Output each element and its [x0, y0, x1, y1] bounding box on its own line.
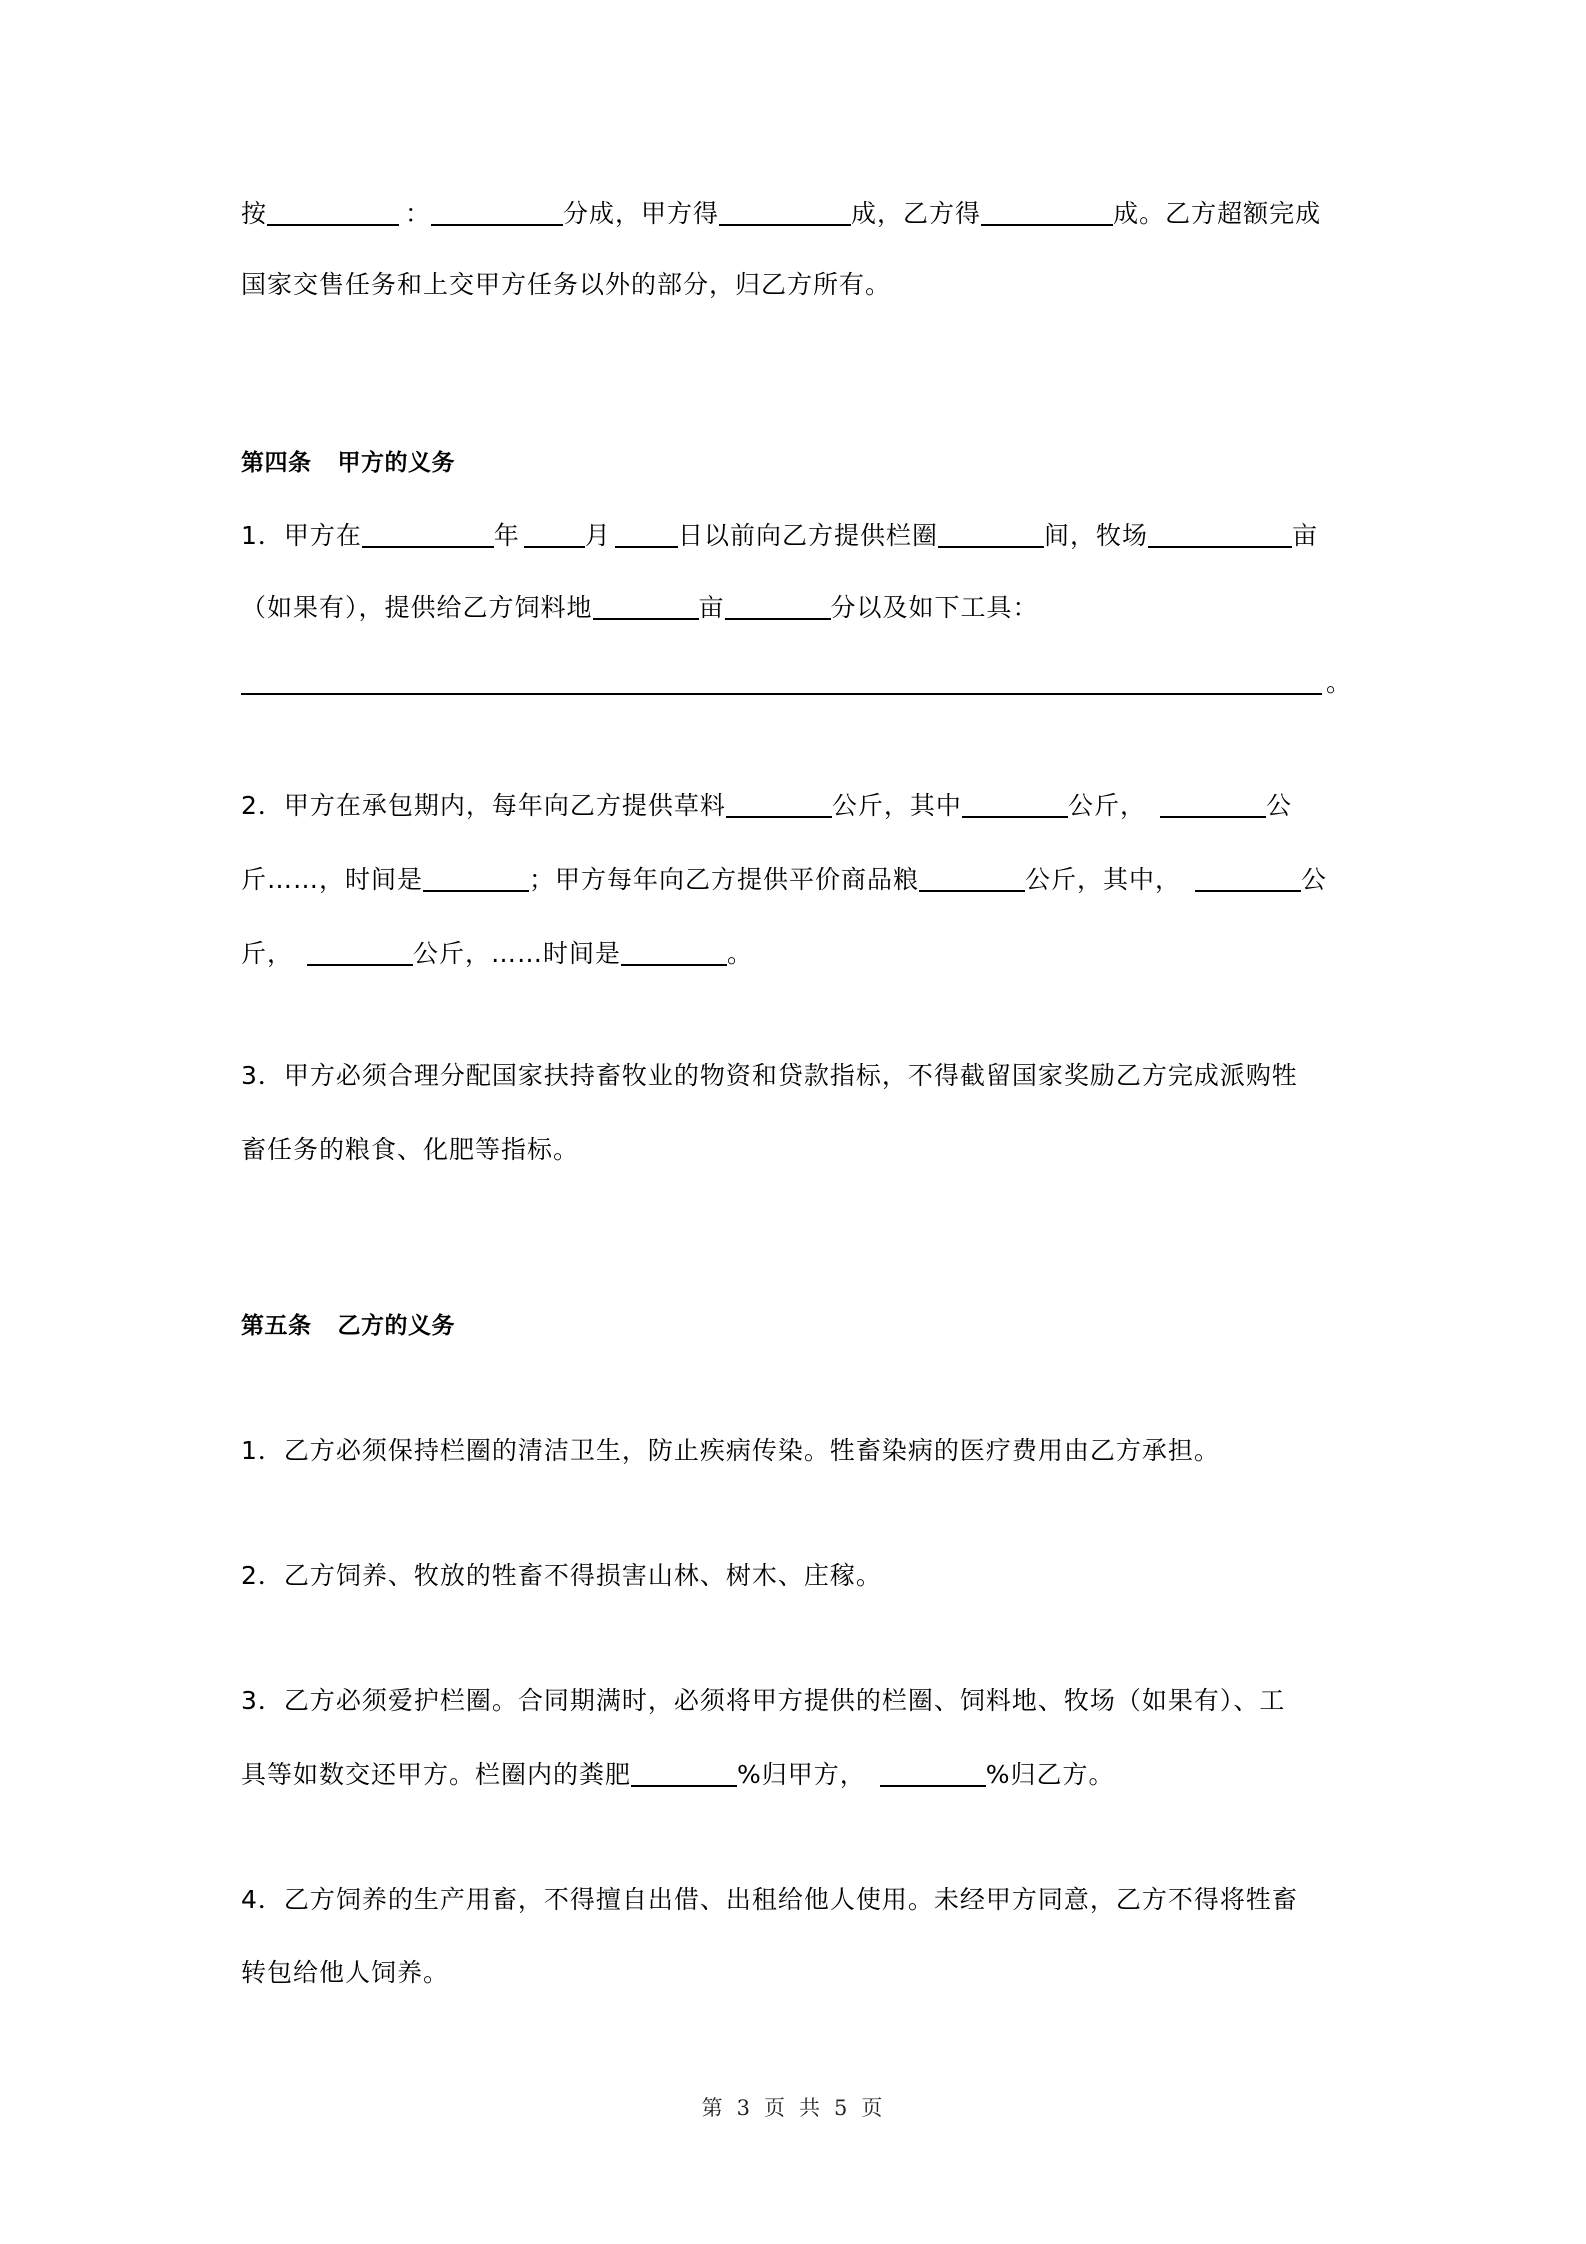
- manure-party-a-percent-blank[interactable]: [631, 1759, 737, 1787]
- article-4-item-1-line-1: [241, 520, 1318, 550]
- hay-part-1-blank[interactable]: [962, 790, 1068, 818]
- text: 畜任务的粮食、化肥等指标。: [241, 1135, 580, 1164]
- article-5-item-4-line-2: [241, 1958, 449, 1988]
- text: 年: [493, 521, 520, 550]
- text: 分以及如下工具：: [830, 593, 1039, 622]
- text: %归甲方，: [737, 1760, 866, 1789]
- party-b-share-blank[interactable]: [981, 198, 1113, 226]
- article-4-item-2-line-2: [241, 864, 1327, 894]
- article-4-item-3-line-2: [241, 1135, 579, 1165]
- text: （如果有），提供给乙方饲料地: [241, 593, 593, 622]
- footer-page-label: 页: [764, 2096, 787, 2120]
- continuation-line-1: [241, 198, 1321, 228]
- text: 公斤，其中，: [1025, 865, 1182, 894]
- current-page-number: 3: [736, 2096, 752, 2120]
- article-5-item-3-line-1: [241, 1686, 1285, 1716]
- text: 按: [241, 199, 268, 228]
- ratio-blank-a[interactable]: [267, 198, 399, 226]
- feed-land-mu-blank[interactable]: [593, 592, 699, 620]
- article-4-item-2-line-1: [241, 790, 1292, 820]
- article-4-item-1-line-2: [241, 592, 1039, 622]
- text: 1．乙方必须保持栏圈的清洁卫生，防止疾病传染。牲畜染病的医疗费用由乙方承担。: [241, 1436, 1220, 1465]
- hay-total-blank[interactable]: [726, 790, 832, 818]
- footer-prefix: 第: [701, 2096, 725, 2120]
- article-title: 甲方的义务: [337, 450, 455, 476]
- text: 公: [1265, 791, 1292, 820]
- text: ：: [405, 199, 432, 228]
- hay-part-2-blank[interactable]: [1160, 790, 1266, 818]
- grain-time-blank[interactable]: [621, 938, 727, 966]
- text: 1．甲方在: [241, 521, 362, 550]
- text: 公斤，其中: [831, 791, 962, 820]
- text: 2．甲方在承包期内，每年向乙方提供草料: [241, 791, 726, 820]
- text: ；甲方每年向乙方提供平价商品粮: [529, 865, 920, 894]
- article-4-item-2-line-3: [241, 938, 753, 968]
- hay-time-blank[interactable]: [423, 864, 529, 892]
- article-5-item-2: [241, 1561, 882, 1591]
- text: 公: [1301, 865, 1328, 894]
- article-5-item-1: [241, 1436, 1220, 1466]
- article-4-item-3-line-1: [241, 1061, 1298, 1091]
- party-a-share-blank[interactable]: [719, 198, 851, 226]
- page-footer: [0, 2092, 1586, 2122]
- article-number: 第四条: [241, 450, 312, 476]
- tools-list-blank[interactable]: [241, 693, 1322, 695]
- article-title: 乙方的义务: [337, 1313, 455, 1339]
- text: 斤，: [241, 939, 294, 968]
- footer-total-label: 共: [799, 2096, 822, 2120]
- text: 亩: [1291, 521, 1318, 550]
- text: 成，乙方得: [851, 199, 982, 228]
- text: 日以前向乙方提供栏圈: [677, 521, 938, 550]
- feed-land-fen-blank[interactable]: [725, 592, 831, 620]
- footer-suffix: 页: [861, 2096, 885, 2120]
- article-5-item-3-line-2: [241, 1759, 1115, 1789]
- article-number: 第五条: [241, 1313, 312, 1339]
- grain-part-1-blank[interactable]: [1195, 864, 1301, 892]
- text: %归乙方。: [985, 1760, 1115, 1789]
- pen-count-blank[interactable]: [938, 520, 1044, 548]
- grain-total-blank[interactable]: [919, 864, 1025, 892]
- grain-part-2-blank[interactable]: [307, 938, 413, 966]
- text: 具等如数交还甲方。栏圈内的粪肥: [241, 1760, 632, 1789]
- text: 间，牧场: [1043, 521, 1148, 550]
- text: 4．乙方饲养的生产用畜，不得擅自出借、出租给他人使用。未经甲方同意，乙方不得将牲畜: [241, 1885, 1298, 1914]
- text: 公斤，: [1067, 791, 1146, 820]
- total-page-count: 5: [834, 2096, 850, 2120]
- text: 3．甲方必须合理分配国家扶持畜牧业的物资和贷款指标，不得截留国家奖励乙方完成派购牲: [241, 1061, 1298, 1090]
- text: 公斤，……时间是: [413, 939, 622, 968]
- text: 成。乙方超额完成: [1113, 199, 1322, 228]
- year-blank[interactable]: [362, 520, 494, 548]
- tools-list-period: 。: [1326, 668, 1352, 697]
- ratio-blank-b[interactable]: [431, 198, 563, 226]
- continuation-line-2: [241, 270, 891, 300]
- day-blank[interactable]: [615, 520, 678, 548]
- text: 亩: [698, 593, 725, 622]
- pasture-area-blank[interactable]: [1148, 520, 1292, 548]
- article-5-item-4-line-1: [241, 1885, 1298, 1915]
- text: 。: [727, 939, 754, 968]
- text: 转包给他人饲养。: [241, 1958, 450, 1987]
- article-5-heading: [241, 1311, 455, 1341]
- text: 国家交售任务和上交甲方任务以外的部分，归乙方所有。: [241, 270, 892, 299]
- text: 分成，甲方得: [563, 199, 720, 228]
- article-4-heading: [241, 448, 455, 478]
- month-blank[interactable]: [524, 520, 585, 548]
- text: 3．乙方必须爱护栏圈。合同期满时，必须将甲方提供的栏圈、饲料地、牧场（如果有）、工: [241, 1686, 1286, 1715]
- text: 月: [584, 521, 611, 550]
- text: 斤……，时间是: [241, 865, 424, 894]
- text: 2．乙方饲养、牧放的牲畜不得损害山林、树木、庄稼。: [241, 1561, 882, 1590]
- manure-party-b-percent-blank[interactable]: [880, 1759, 986, 1787]
